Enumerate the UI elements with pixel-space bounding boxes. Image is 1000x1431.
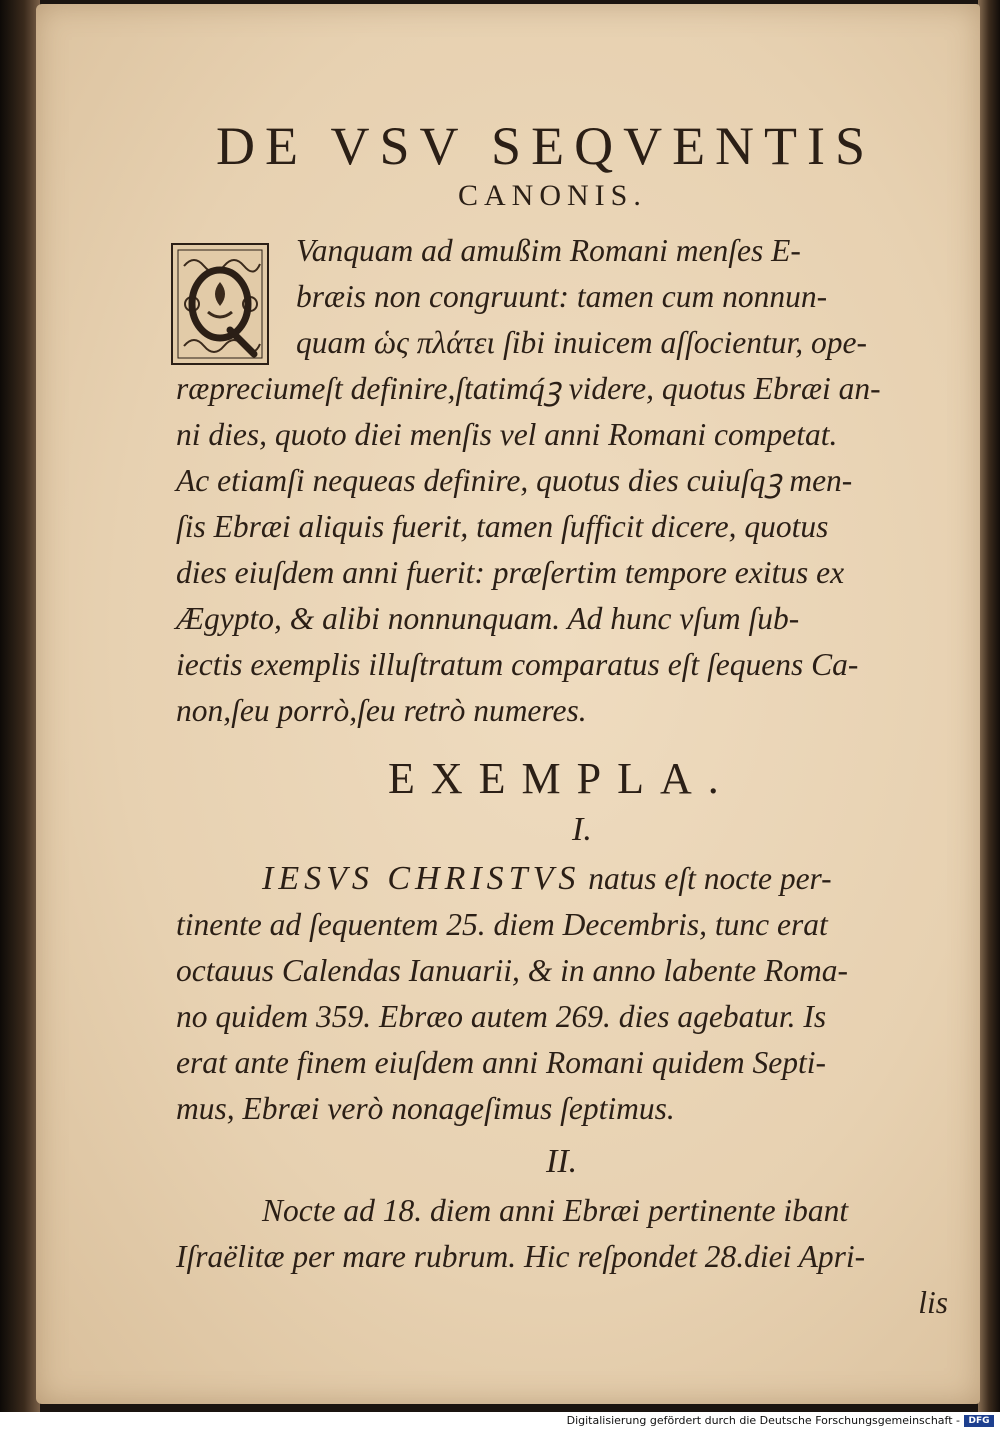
page-text bbox=[176, 114, 956, 1326]
paragraph-line: iectis exemplis illuſtratum comparatus eſt ſequens Ca- bbox=[176, 647, 859, 682]
paragraph-line: non,ſeu porrò,ſeu retrò numeres. bbox=[176, 693, 587, 728]
paragraph-line: Ægypto, & alibi nonnunquam. Ad hunc vſum ſub- bbox=[176, 601, 800, 636]
example-number: II. bbox=[546, 1143, 578, 1180]
dfg-logo[interactable]: DFG bbox=[964, 1415, 994, 1427]
example-line: tinente ad ſequentem 25. diem Decembris, tunc erat bbox=[176, 907, 828, 942]
paragraph-line: ræpreciumeſt definire,ſtatimq́ꝫ videre, quotus Ebræi an- bbox=[176, 371, 881, 406]
example-line: Nocte ad 18. diem anni Ebræi pertinente ibant bbox=[262, 1193, 849, 1228]
example-line: mus, Ebræi verò nonageſimus ſeptimus. bbox=[176, 1091, 675, 1126]
page-heading: DE VSV SEQVENTIS bbox=[216, 116, 876, 176]
ornamental-initial-q bbox=[170, 242, 270, 366]
paragraph-line: ni dies, quoto diei menſis vel anni Romani competat. bbox=[176, 417, 838, 452]
book-page bbox=[36, 4, 980, 1404]
funding-credit: Digitalisierung gefördert durch die Deutsche Forschungsgemeinschaft - bbox=[566, 1414, 960, 1427]
example-line: no quidem 359. Ebræo autem 269. dies agebatur. Is bbox=[176, 999, 827, 1034]
examples-heading: EXEMPLA. bbox=[388, 754, 735, 803]
example-line-text: natus eſt nocte per- bbox=[588, 861, 832, 896]
paragraph-line: quam ὡς πλάτει ſibi inuicem aſſocientur, ope- bbox=[296, 325, 867, 360]
digitization-footer bbox=[0, 1412, 1000, 1431]
example-lead-name: IESVS CHRISTVS bbox=[262, 860, 581, 897]
example-line: erat ante finem eiuſdem anni Romani quidem Septi- bbox=[176, 1045, 826, 1080]
example-line: Iſraëlitæ per mare rubrum. Hic reſpondet 28.diei Apri- bbox=[176, 1239, 866, 1274]
drop-cap-letter: Q bbox=[220, 360, 221, 361]
example-line bbox=[176, 856, 956, 902]
page-edge bbox=[978, 0, 1000, 1412]
book-spine-shadow bbox=[0, 0, 40, 1412]
page-subheading: CANONIS. bbox=[458, 179, 647, 212]
example-number: I. bbox=[572, 811, 592, 848]
paragraph-line: dies eiuſdem anni fuerit: præſertim tempore exitus ex bbox=[176, 555, 845, 590]
catchword: lis bbox=[918, 1285, 948, 1320]
example-line: octauus Calendas Ianuarii, & in anno labente Roma- bbox=[176, 953, 848, 988]
paragraph-line: ſis Ebræi aliquis fuerit, tamen ſufficit dicere, quotus bbox=[176, 509, 829, 544]
paragraph-line: Vanquam ad amußim Romani menſes E- bbox=[296, 233, 801, 268]
paragraph-line: bræis non congruunt: tamen cum nonnun- bbox=[296, 279, 828, 314]
paragraph-line: Ac etiamſi nequeas definire, quotus dies cuiuſqꝫ men- bbox=[176, 463, 853, 498]
